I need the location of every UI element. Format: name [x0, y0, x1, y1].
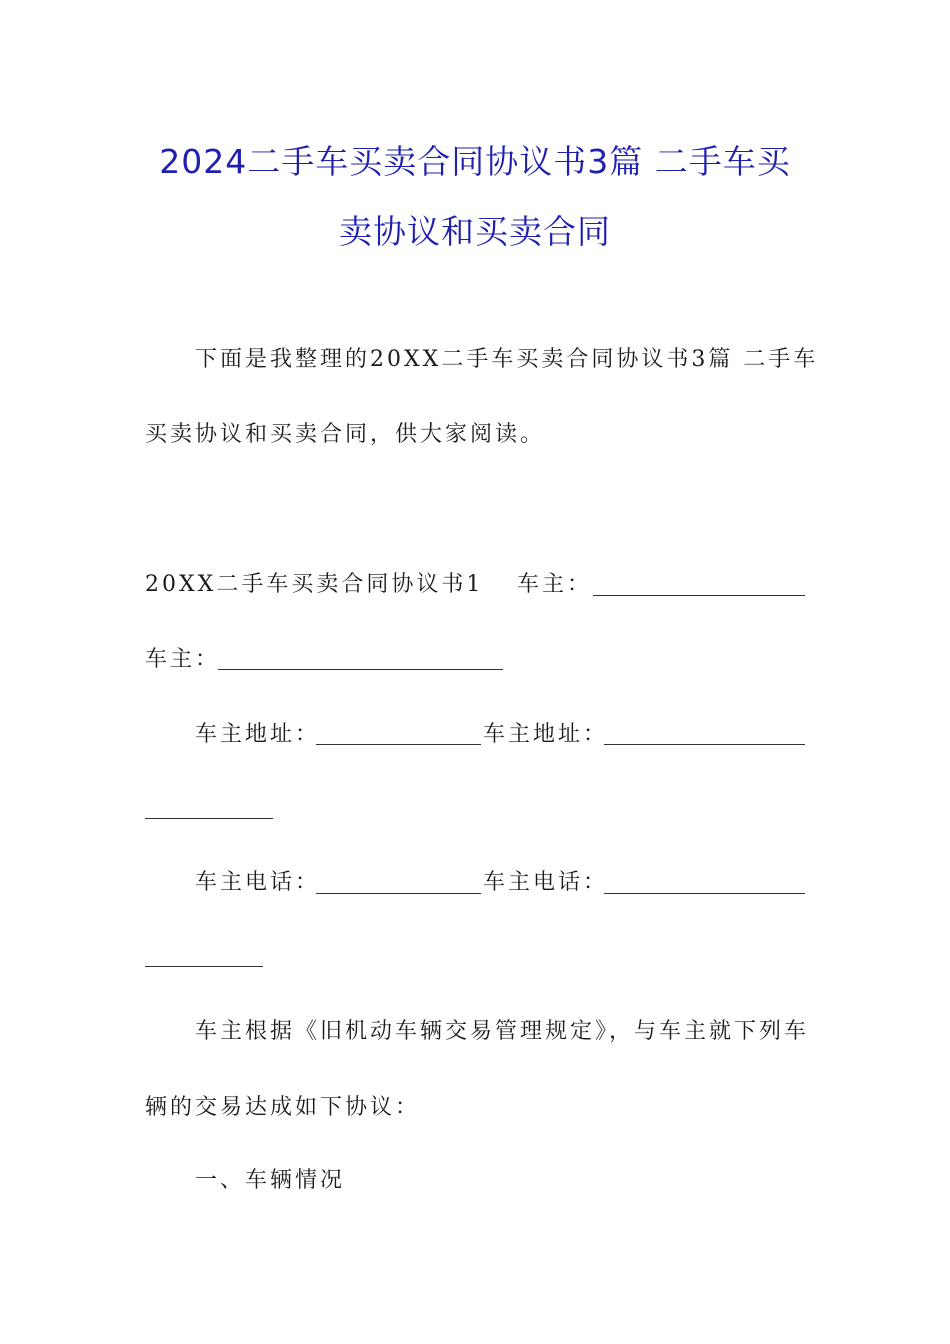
- address-b-blank: [604, 743, 805, 745]
- address-label-b: 车主地址：: [483, 722, 609, 747]
- basis-paragraph-line-2: 辆的交易达成如下协议：: [145, 1095, 421, 1120]
- address-a-blank: [316, 743, 481, 745]
- phone-b-blank: [604, 892, 805, 894]
- phone-a-blank: [316, 892, 481, 894]
- item-heading-vehicle-condition: 一、车辆情况: [195, 1168, 346, 1193]
- owner-label-b: 车主：: [145, 647, 221, 672]
- owner-a-blank: [593, 594, 805, 596]
- phone-label-a: 车主电话：: [195, 870, 321, 895]
- address-label-a: 车主地址：: [195, 722, 321, 747]
- section-heading: 20XX二手车买卖合同协议书1: [145, 572, 484, 597]
- owner-label-a: 车主：: [517, 572, 593, 597]
- document-title-line-2: 卖协议和买卖合同: [339, 212, 611, 251]
- intro-paragraph-line-2: 买卖协议和买卖合同，供大家阅读。: [145, 422, 546, 447]
- address-b-blank-continued: [145, 817, 273, 819]
- intro-paragraph-line-1: 下面是我整理的20XX二手车买卖合同协议书3篇 二手车: [195, 347, 819, 372]
- phone-label-b: 车主电话：: [483, 870, 609, 895]
- owner-b-blank: [218, 668, 503, 670]
- basis-paragraph-line-1: 车主根据《旧机动车辆交易管理规定》，与车主就下列车: [195, 1019, 810, 1044]
- document-title-line-1: 2024二手车买卖合同协议书3篇 二手车买: [159, 142, 791, 181]
- phone-b-blank-continued: [145, 965, 263, 967]
